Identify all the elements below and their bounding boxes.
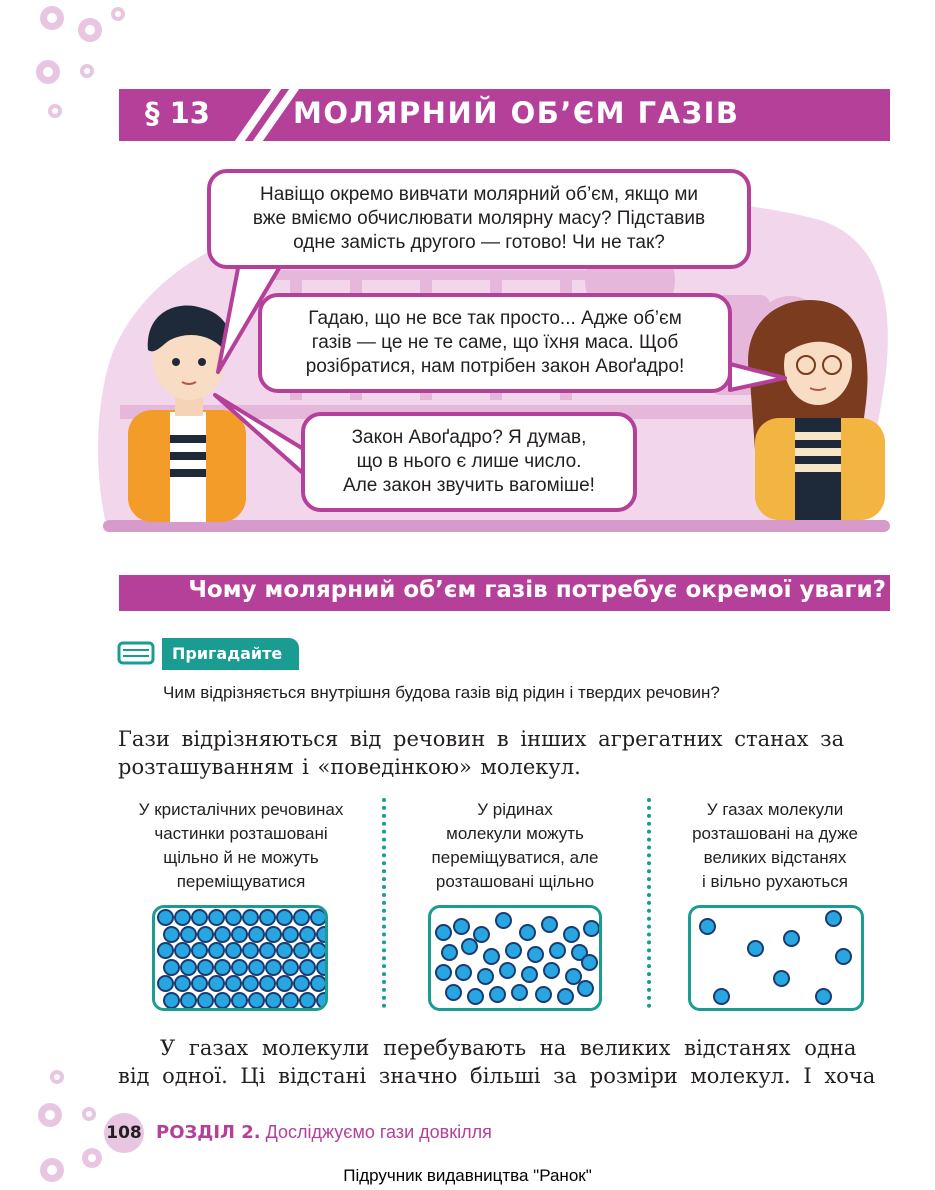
bubble-line: що в нього є лише число. [356, 451, 582, 472]
speech-bubble-boy-2 [301, 412, 637, 512]
bubble-line: Гадаю, що не все так просто... Адже об’єм [308, 308, 682, 329]
molecule [180, 959, 197, 976]
column-separator [382, 798, 386, 1008]
molecule [208, 942, 225, 959]
molecule [197, 959, 214, 976]
molecule [231, 926, 248, 943]
molecule [248, 992, 265, 1009]
molecule [265, 959, 282, 976]
footer-section-title: Досліджуємо гази довкілля [265, 1122, 492, 1142]
molecule [293, 909, 310, 926]
molecule [549, 942, 566, 959]
molecule [489, 986, 506, 1003]
molecule [511, 984, 528, 1001]
molecule [299, 959, 316, 976]
caption-line: частинки розташовані [154, 824, 328, 843]
decor-circle [80, 64, 94, 78]
molecule [197, 992, 214, 1009]
paragraph-line: розташуванням і «поведінкою» молекул. [118, 755, 581, 779]
molecule [815, 988, 832, 1005]
molecule [259, 975, 276, 992]
molecule [316, 992, 328, 1009]
molecule [242, 942, 259, 959]
molecule [563, 926, 580, 943]
section-header [119, 89, 890, 141]
molecule [543, 962, 560, 979]
molecule [445, 984, 462, 1001]
paragraph-line: У газах молекули перебувають на великих відстанях одна [160, 1036, 857, 1060]
solid-molecules-box [152, 905, 328, 1011]
molecule [259, 942, 276, 959]
molecule [535, 986, 552, 1003]
molecule [180, 992, 197, 1009]
molecule [157, 975, 174, 992]
remind-question: Чим відрізняється внутрішня будова газів від рідин і твердих речовин? [163, 683, 720, 702]
decor-circle [48, 104, 62, 118]
gas-molecules-box [688, 905, 864, 1011]
caption-line: і вільно рухаються [702, 872, 848, 891]
molecule [499, 962, 516, 979]
molecule [441, 944, 458, 961]
molecule [231, 992, 248, 1009]
molecule [248, 959, 265, 976]
molecule [163, 926, 180, 943]
remind-label: Пригадайте [162, 638, 299, 670]
footer-section [156, 1122, 492, 1143]
molecule [276, 942, 293, 959]
decor-circle [82, 1107, 96, 1121]
molecule [773, 970, 790, 987]
molecule [461, 938, 478, 955]
molecule [577, 980, 594, 997]
decor-circle [50, 1070, 64, 1084]
molecule [310, 909, 327, 926]
molecule [174, 975, 191, 992]
subheading-bar [119, 575, 890, 611]
molecule [521, 966, 538, 983]
molecule [477, 968, 494, 985]
molecule [483, 948, 500, 965]
caption-line: великих відстанях [703, 848, 847, 867]
caption-line: розташовані на дуже [692, 824, 858, 843]
molecule [583, 920, 600, 937]
paragraph-line: від одної. Ці відстані значно більші за розміри молекул. І хоча [118, 1064, 876, 1088]
molecule [174, 909, 191, 926]
caption-line: У газах молекули [706, 800, 844, 819]
section-number: § 13 [145, 96, 210, 130]
molecule [208, 975, 225, 992]
molecule [435, 924, 452, 941]
speech-bubble-boy-1 [207, 169, 751, 269]
molecule [505, 942, 522, 959]
decor-circle [38, 1103, 62, 1127]
molecule [163, 992, 180, 1009]
caption-line: молекули можуть [446, 824, 584, 843]
decor-circle [82, 1148, 102, 1168]
decor-circle [40, 6, 64, 30]
molecule [191, 909, 208, 926]
molecule [455, 964, 472, 981]
bubble-line: Навіщо окремо вивчати молярний об’єм, якщо ми [259, 184, 699, 205]
molecule [282, 926, 299, 943]
book-icon [117, 641, 155, 665]
molecule [435, 964, 452, 981]
section-title: МОЛЯРНИЙ ОБ’ЄМ ГАЗІВ [293, 96, 740, 130]
caption-line: У рідинах [477, 800, 553, 819]
footer-section-label: РОЗДІЛ 2. [156, 1122, 261, 1143]
molecule [225, 975, 242, 992]
caption-line: переміщуватися [176, 872, 306, 891]
bubble-line: одне замість другого — готово! Чи не так? [293, 232, 665, 253]
caption-line: щільно й не можуть [163, 848, 319, 867]
molecule [581, 954, 598, 971]
molecule [231, 959, 248, 976]
molecule [174, 942, 191, 959]
molecule [310, 942, 327, 959]
molecule [214, 959, 231, 976]
decor-circle [111, 7, 125, 21]
speech-bubble-girl [258, 293, 732, 393]
bubble-line: Закон Авоґадро? Я думав, [351, 427, 587, 448]
column-separator [647, 798, 651, 1008]
molecule [293, 942, 310, 959]
publisher-credit: Підручник видавництва "Ранок" [343, 1166, 592, 1185]
bubble-line: вже вміємо обчислювати молярну масу? Підставив [252, 208, 706, 229]
molecule [276, 975, 293, 992]
molecule [276, 909, 293, 926]
molecule [835, 948, 852, 965]
molecule [495, 912, 512, 929]
molecule [242, 975, 259, 992]
molecule [299, 926, 316, 943]
caption-line: У кристалічних речовинах [138, 800, 344, 819]
paragraph-line: Гази відрізняються від речовин в інших агрегатних станах за [118, 727, 845, 751]
molecule [282, 959, 299, 976]
molecule [191, 942, 208, 959]
molecule [747, 940, 764, 957]
liquid-molecules-box [428, 905, 602, 1011]
subheading: Чому молярний об’єм газів потребує окремої уваги? [188, 577, 886, 603]
molecule [293, 975, 310, 992]
molecule [191, 975, 208, 992]
state-caption-liquid [400, 798, 630, 894]
bubble-line: розібратися, нам потрібен закон Авоґадро! [305, 356, 685, 377]
molecule [225, 909, 242, 926]
molecule [214, 926, 231, 943]
molecule [783, 930, 800, 947]
molecule [699, 918, 716, 935]
molecule [527, 946, 544, 963]
molecule [163, 959, 180, 976]
caption-line: переміщуватися, але [431, 848, 599, 867]
page-number: 108 [104, 1113, 144, 1153]
molecule [197, 926, 214, 943]
bubble-line: Але закон звучить вагоміше! [343, 475, 595, 496]
molecule [208, 909, 225, 926]
molecule [825, 910, 842, 927]
bubble-line: газів — це не те саме, що їхня маса. Щоб [311, 332, 679, 353]
caption-line: розташовані щільно [435, 872, 595, 891]
molecule [282, 992, 299, 1009]
decor-circle [78, 18, 102, 42]
molecule [453, 918, 470, 935]
molecule [259, 909, 276, 926]
state-caption-solid [110, 798, 372, 894]
molecule [225, 942, 242, 959]
molecule [467, 988, 484, 1005]
state-caption-gas [660, 798, 890, 894]
molecule [310, 975, 327, 992]
molecule [265, 926, 282, 943]
decor-circle [36, 60, 60, 84]
molecule [519, 924, 536, 941]
molecule [157, 942, 174, 959]
molecule [299, 992, 316, 1009]
molecule [242, 909, 259, 926]
molecule [557, 988, 574, 1005]
molecule [157, 909, 174, 926]
molecule [316, 959, 328, 976]
molecule [180, 926, 197, 943]
molecule [265, 992, 282, 1009]
molecule [214, 992, 231, 1009]
molecule [541, 916, 558, 933]
molecule [248, 926, 265, 943]
molecule [316, 926, 328, 943]
molecule [713, 988, 730, 1005]
